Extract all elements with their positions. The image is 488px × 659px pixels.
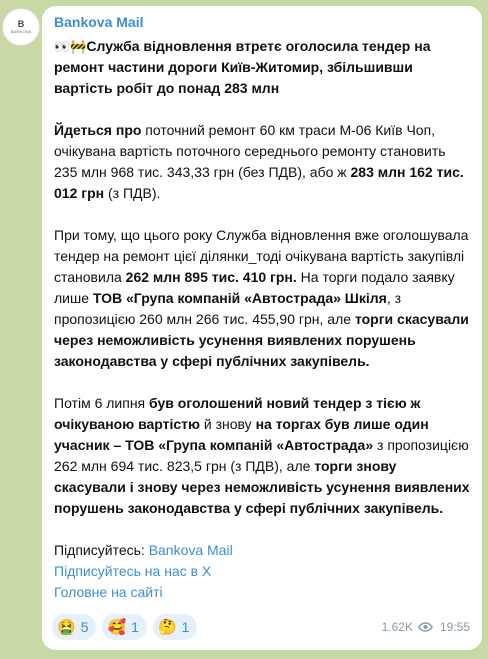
p2-text-1: При тому, що цього року Служба відновлення вже оголошувала тендер на ремонт цієї ділянки ̲ тоді очікувана вартість закупівлі становила: [54, 227, 469, 285]
p3-text-1: Потім 6 липня: [54, 395, 150, 411]
p3-bold-2: на торгах був лише один учасник – ТОВ «Група компаній «Автострада»: [54, 416, 429, 453]
p2-bold-2: ТОВ «Група компаній «Автострада» Шкіля: [92, 290, 387, 306]
p3-bold-1: був оголошений новий тендер з тією ж очікуваною вартістю: [54, 395, 421, 432]
p2-bold-1: 262 млн 895 тис. 410 грн.: [125, 269, 297, 285]
p1-text-2: (з ПДВ).: [104, 185, 161, 201]
site-link[interactable]: Головне на сайті: [54, 584, 163, 600]
heading-text: Служба відновлення втретє оголосила тендер на ремонт частини дороги Київ-Житомир, збільшивши вартість робіт до понад 283 млн: [54, 38, 431, 96]
avatar-mark: B: [17, 19, 25, 29]
message-time: 19:55: [439, 620, 470, 634]
vomit-emoji-icon: 🤮: [57, 619, 76, 636]
x-link[interactable]: Підписуйтесь на нас в Х: [54, 563, 212, 579]
message-meta: [382, 620, 470, 634]
eyes-roadwork-emoji-icon: 👀🚧: [54, 39, 87, 54]
reaction-love[interactable]: [102, 614, 146, 640]
reaction-count: 1: [181, 619, 190, 635]
p3-bold-3: торги знову скасували і знову через неможливість усунення виявлених порушень законодавства у сфері публічних закупівель.: [54, 458, 470, 516]
p2-bold-3: торги скасували через неможливість усунення виявлених порушень законодавства у сфері публічних закупівель.: [54, 311, 469, 369]
view-count: 1.62K: [381, 620, 413, 634]
paragraph-3: [54, 393, 470, 519]
reaction-vomit[interactable]: [52, 614, 96, 640]
reaction-count: 5: [80, 619, 89, 635]
p2-text-2: На торги подало заявку лише: [54, 269, 455, 306]
p3-text-2: й знову: [200, 416, 256, 432]
love-emoji-icon: 🥰: [107, 619, 127, 636]
channel-avatar[interactable]: [2, 8, 40, 46]
p3-text-3: з пропозицією 262 млн 694 тис. 823,5 грн (з ПДВ), але: [54, 437, 469, 474]
subscribe-link[interactable]: Bankova Mail: [148, 542, 233, 558]
message-bubble: [42, 6, 482, 650]
p1-text-1: поточний ремонт 60 км траси М-06 Київ Чоп, очікувана вартість поточного середнього ремонту становить 235 млн 968 тис. 343,33 грн (без ПДВ), або ж: [54, 122, 446, 180]
message-footer: [52, 614, 470, 640]
reaction-count: 1: [131, 619, 139, 635]
paragraph-2: [54, 225, 470, 372]
p1-bold-2: 283 млн 162 тис. 012 грн: [54, 164, 464, 201]
subscribe-label: Підписуйтесь:: [54, 542, 149, 558]
eye-icon: [418, 622, 433, 632]
reaction-thinking[interactable]: [153, 614, 197, 640]
paragraph-1: [54, 120, 470, 204]
message-heading: [54, 36, 470, 99]
message-text: [54, 36, 470, 603]
sender-name[interactable]: Bankova Mail: [54, 14, 144, 30]
p1-bold-1: Йдеться про: [54, 122, 142, 138]
avatar-text: BANKOVA: [10, 29, 32, 34]
thinking-emoji-icon: 🤔: [157, 619, 177, 636]
links-block: [54, 540, 470, 603]
p2-text-3: , з пропозицією 260 млн 266 тис. 455,90 грн, але: [54, 290, 402, 327]
